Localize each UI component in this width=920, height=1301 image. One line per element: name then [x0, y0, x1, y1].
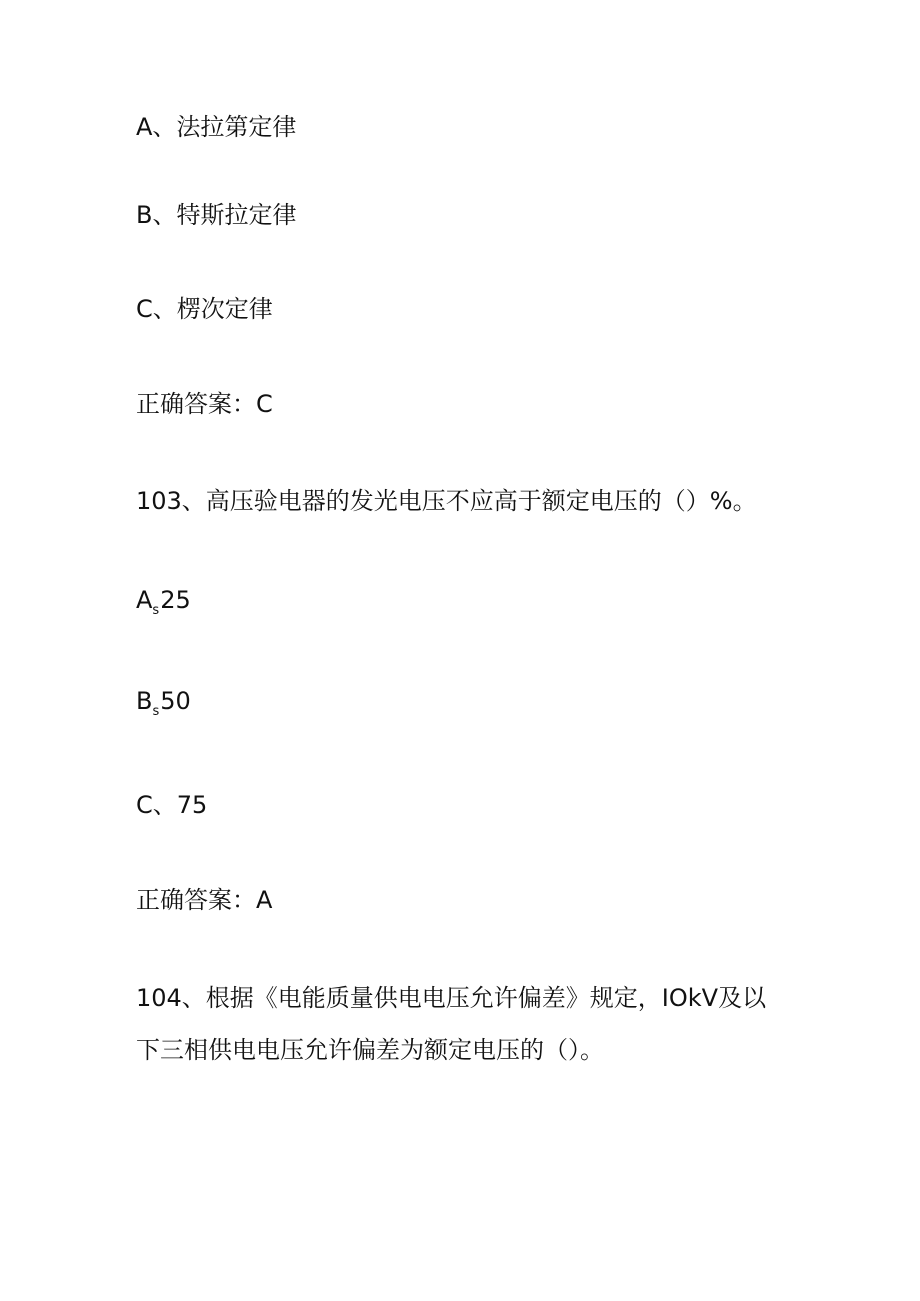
q104-question-line2: 下三相供电电压允许偏差为额定电压的（）。 [136, 1036, 604, 1064]
q103-option-c: C、75 [136, 791, 208, 819]
option-separator: s [152, 704, 160, 719]
q104-question-line1: 104、根据《电能质量供电电压允许偏差》规定，IOkV及以 [136, 984, 767, 1012]
q103-option-b [136, 686, 191, 721]
q102-option-c: C、楞次定律 [136, 295, 273, 323]
option-value: 25 [160, 586, 191, 614]
q103-option-a [136, 585, 191, 620]
q102-option-b: B、特斯拉定律 [136, 201, 297, 229]
option-value: 50 [160, 687, 191, 715]
option-letter: A [136, 586, 153, 614]
q102-option-a: A、法拉第定律 [136, 113, 297, 141]
option-separator: s [152, 603, 160, 618]
option-letter: B [136, 687, 153, 715]
q103-answer: 正确答案：A [136, 886, 273, 914]
q103-question: 103、高压验电器的发光电压不应高于额定电压的（）%。 [136, 487, 757, 515]
q102-answer: 正确答案：C [136, 390, 273, 418]
